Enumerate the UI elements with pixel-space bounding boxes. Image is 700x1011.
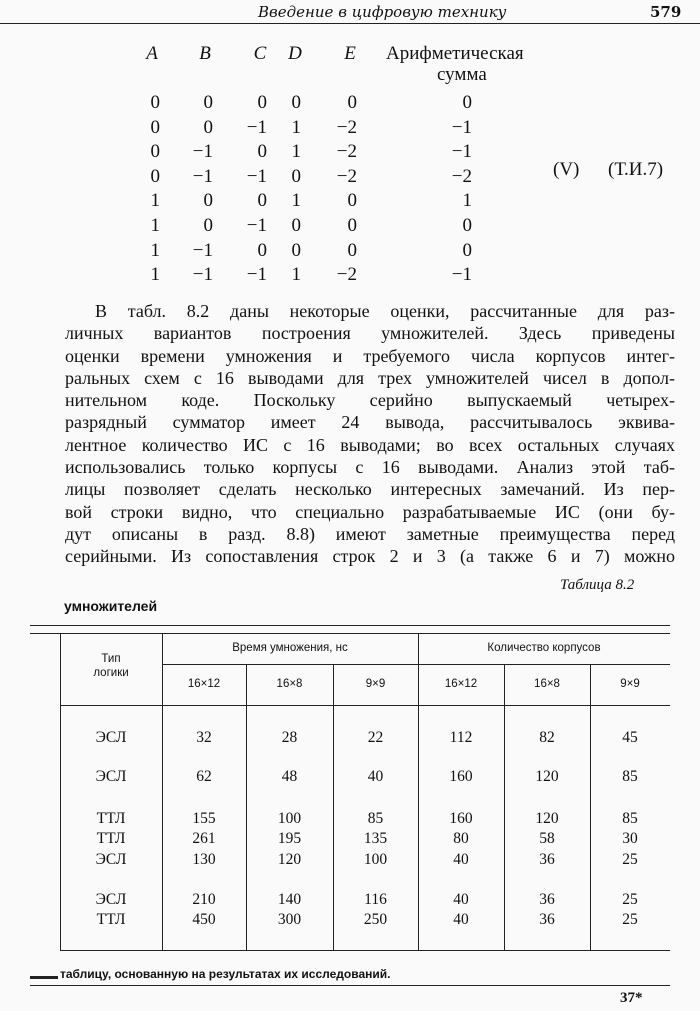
- value-cell: 120: [277, 851, 302, 868]
- value-cell: 40: [453, 911, 469, 928]
- truth-cell: 0: [347, 92, 357, 113]
- truth-cell: 0: [150, 116, 160, 138]
- header-rule: [0, 23, 700, 24]
- value-cell: 100: [277, 810, 302, 827]
- truth-cell: −1: [192, 165, 213, 187]
- truth-cell: −1: [246, 264, 267, 286]
- truth-cell: 1: [150, 239, 160, 261]
- truth-sum-cell: −2: [451, 165, 472, 187]
- size-subheader: 16×8: [534, 678, 560, 690]
- logic-header-line1: Тип: [101, 653, 121, 665]
- table-bottom-rule: [60, 950, 670, 951]
- value-cell: 160: [449, 810, 473, 827]
- table-caption: Таблица 8.2: [560, 577, 635, 593]
- footer-text: таблицу, основанную на результатах их исследований.: [60, 967, 391, 981]
- logic-header-line2: логики: [93, 667, 129, 679]
- value-cell: 25: [622, 851, 638, 868]
- size-subheader: 9×9: [365, 678, 386, 690]
- paragraph-line: разрядный сумматор имеет 24 вывода, рассчитывалось эквива-: [65, 412, 675, 433]
- value-cell: 112: [449, 729, 473, 746]
- paragraph-line: ральных схем с 16 выводами для трех умножителей чисел в допол-: [65, 367, 675, 388]
- truth-cell: 1: [150, 190, 160, 212]
- truth-cell: 0: [257, 190, 267, 212]
- truth-cell: 0: [150, 165, 160, 187]
- value-cell: 25: [622, 891, 638, 908]
- paragraph-line: использовались только корпусы с 16 выводами. Анализ этой таб-: [65, 457, 675, 478]
- value-cell: 140: [277, 891, 302, 908]
- truth-cell: 1: [150, 264, 160, 286]
- truth-cell: 1: [291, 141, 301, 163]
- truth-cell: −1: [192, 264, 213, 286]
- value-cell: 120: [535, 810, 559, 827]
- truth-cell: 0: [291, 239, 301, 261]
- table-left-border: [60, 633, 61, 950]
- equation-label: (V): [553, 159, 580, 180]
- table-top-rule: [30, 625, 670, 626]
- truth-cell: 1: [291, 116, 301, 138]
- logic-type-cell: ТТЛ: [96, 911, 126, 928]
- sum-header-line2: сумма: [437, 64, 487, 85]
- logic-type-cell: ЭСЛ: [95, 729, 127, 746]
- value-cell: 85: [622, 810, 638, 827]
- value-cell: 48: [281, 768, 298, 785]
- value-cell: 160: [449, 768, 473, 785]
- value-cell: 261: [192, 830, 216, 847]
- truth-sum-cell: −1: [451, 141, 472, 163]
- size-subheader: 16×8: [276, 678, 303, 690]
- truth-col-header: B: [199, 43, 211, 64]
- value-cell: 40: [453, 851, 469, 868]
- paragraph-line: лентное количество ИС с 16 выводами; во всех остальных случаях: [65, 434, 675, 455]
- value-cell: 130: [192, 851, 216, 868]
- time-header: Время умножения, нс: [232, 642, 348, 654]
- truth-cell: 0: [203, 215, 213, 236]
- truth-cell: 0: [347, 239, 357, 261]
- paragraph-line: лицы позволяет сделать несколько интересных замечаний. Из пер-: [65, 479, 675, 500]
- value-cell: 85: [622, 768, 638, 785]
- truth-col-header: A: [146, 43, 158, 64]
- value-cell: 45: [622, 729, 638, 746]
- value-cell: 300: [277, 911, 302, 928]
- truth-cell: −2: [336, 264, 357, 286]
- value-cell: 22: [367, 729, 384, 746]
- truth-cell: −2: [336, 141, 357, 163]
- paragraph-line: дут описаны в разд. 8.8) имеют заметные преимущества перед: [65, 523, 675, 544]
- footer-mark: [30, 976, 58, 979]
- truth-cell: 0: [291, 165, 301, 187]
- sum-header-line1: Арифметическая: [386, 43, 524, 64]
- logic-type-cell: ТТЛ: [96, 810, 126, 827]
- value-cell: 116: [364, 891, 387, 908]
- value-cell: 250: [363, 911, 388, 928]
- truth-cell: 0: [203, 116, 213, 138]
- signature-number: 37*: [620, 990, 643, 1006]
- truth-cell: 1: [291, 190, 301, 212]
- value-cell: 30: [622, 830, 638, 847]
- value-cell: 85: [367, 810, 384, 827]
- truth-cell: −1: [246, 165, 267, 187]
- truth-cell: 0: [203, 92, 213, 113]
- truth-cell: 0: [347, 190, 357, 212]
- paragraph-line: вой строки видно, что специально разрабатываемые ИС (они бу-: [65, 501, 675, 522]
- value-cell: 36: [539, 851, 555, 868]
- value-cell: 28: [281, 729, 298, 746]
- truth-cell: 0: [257, 239, 267, 261]
- header-mid-rule: [162, 664, 670, 665]
- value-cell: 100: [363, 851, 388, 868]
- truth-sum-cell: 0: [462, 92, 472, 113]
- truth-sum-cell: −1: [451, 116, 472, 138]
- truth-cell: 1: [150, 215, 160, 236]
- body-paragraph: [65, 300, 675, 568]
- logic-type-cell: ЭСЛ: [95, 768, 127, 785]
- value-cell: 135: [363, 830, 388, 847]
- value-cell: 82: [539, 729, 555, 746]
- footer-rule: [30, 985, 670, 986]
- header-bottom-rule: [60, 705, 670, 706]
- value-cell: 36: [539, 911, 555, 928]
- value-cell: 36: [539, 891, 555, 908]
- truth-cell: −1: [192, 239, 213, 261]
- logic-type-cell: ЭСЛ: [95, 891, 127, 908]
- size-subheader: 9×9: [620, 678, 640, 690]
- size-subheader: 16×12: [444, 678, 478, 690]
- truth-cell: 0: [257, 92, 267, 113]
- value-cell: 62: [196, 768, 212, 785]
- table-subtitle: умножителей: [64, 598, 158, 614]
- truth-cell: 0: [150, 141, 160, 163]
- value-cell: 80: [453, 830, 469, 847]
- truth-cell: 0: [291, 92, 301, 113]
- paragraph-line: серийными. Из сопоставления строк 2 и 3 (а также 6 и 7) можно: [65, 546, 675, 567]
- value-cell: 25: [622, 911, 638, 928]
- truth-sum-cell: −1: [451, 264, 472, 286]
- truth-col-header: C: [253, 43, 267, 64]
- logic-type-cell: ЭСЛ: [95, 851, 127, 868]
- truth-cell: −1: [192, 141, 213, 163]
- truth-cell: −2: [336, 116, 357, 138]
- truth-cell: 0: [257, 141, 267, 163]
- truth-sum-cell: 0: [462, 239, 472, 261]
- value-cell: 450: [192, 911, 216, 928]
- paragraph-line: личных вариантов построения умножителей. Здесь приведены: [65, 323, 675, 344]
- truth-cell: 1: [291, 264, 301, 286]
- value-cell: 210: [192, 891, 216, 908]
- truth-cell: 0: [150, 92, 160, 113]
- truth-cell: 0: [347, 215, 357, 236]
- logic-type-cell: ТТЛ: [96, 830, 126, 847]
- value-cell: 32: [196, 729, 212, 746]
- value-cell: 155: [192, 810, 216, 827]
- table-top-rule-2: [30, 633, 670, 634]
- truth-cell: 0: [291, 215, 301, 236]
- value-cell: 40: [453, 891, 469, 908]
- value-cell: 120: [535, 768, 559, 785]
- truth-sum-cell: 0: [462, 215, 472, 236]
- value-cell: 40: [367, 768, 384, 785]
- running-header-title: Введение в цифровую технику: [258, 3, 507, 21]
- truth-cell: 0: [203, 190, 213, 212]
- page-number: 579: [650, 3, 682, 21]
- count-header: Количество корпусов: [487, 642, 601, 654]
- truth-cell: −1: [246, 215, 267, 236]
- value-cell: 58: [539, 830, 555, 847]
- truth-cell: −1: [246, 116, 267, 138]
- equation-number: (Т.И.7): [608, 159, 664, 180]
- paragraph-line: В табл. 8.2 даны некоторые оценки, рассчитанные для раз-: [95, 301, 675, 321]
- paragraph-line: нительном коде. Поскольку серийно выпускаемый четырех-: [65, 390, 675, 411]
- paragraph-line: оценки времени умножения и требуемого числа корпусов интег-: [65, 345, 675, 366]
- truth-sum-cell: 1: [462, 190, 472, 212]
- truth-cell: −2: [336, 165, 357, 187]
- truth-col-header: E: [344, 43, 356, 64]
- truth-col-header: D: [288, 43, 302, 64]
- size-subheader: 16×12: [187, 678, 221, 690]
- value-cell: 195: [277, 830, 302, 847]
